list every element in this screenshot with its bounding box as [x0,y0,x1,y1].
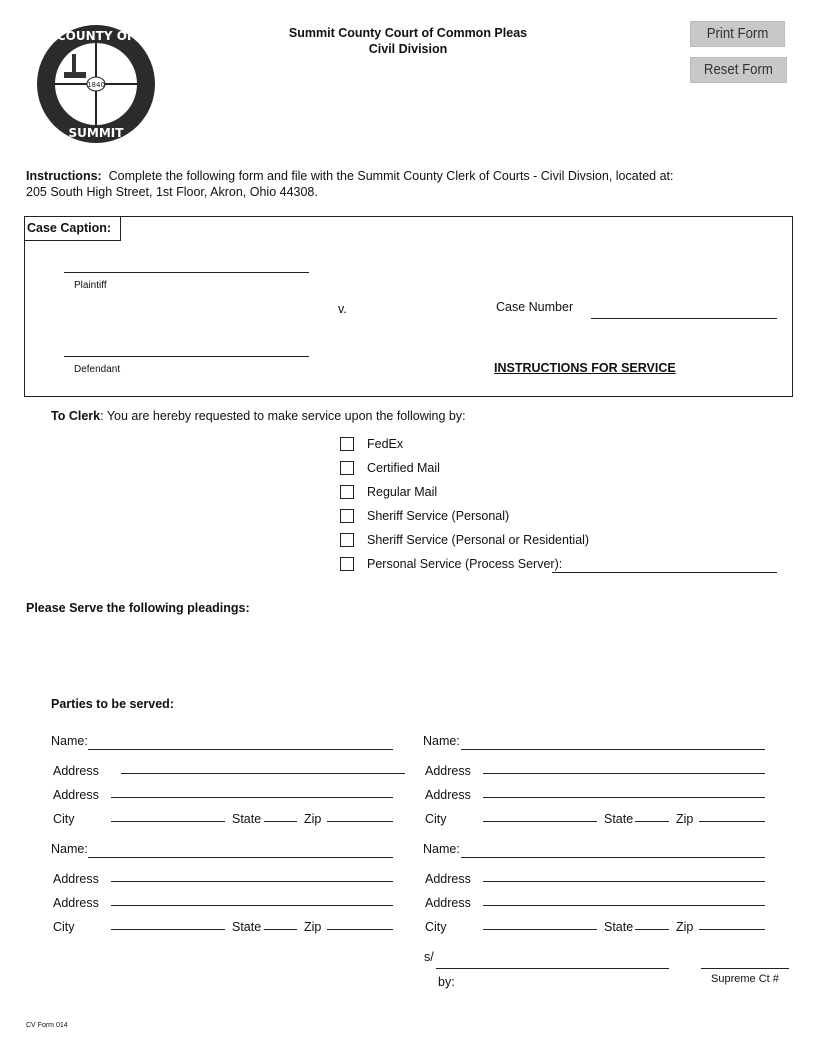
service-checkbox[interactable] [340,533,354,547]
case-caption-label: Case Caption: [24,216,121,241]
svg-text:SUMMIT: SUMMIT [68,126,124,140]
reset-form-button[interactable]: Reset Form [690,57,787,83]
party-address-field[interactable] [121,773,405,774]
party-state-label: State [604,920,634,934]
supreme-ct-label: Supreme Ct # [711,973,779,985]
party-address2-label: Address [425,896,471,910]
instructions-line1: Complete the following form and file with the Summit County Clerk of Courts - Civil Divsion, located at: [108,169,674,183]
party-zip-field[interactable] [327,929,393,930]
party-state-label: State [232,920,262,934]
case-number-label: Case Number [496,300,574,314]
party-name-label: Name: [423,734,460,748]
party-address-field[interactable] [483,881,765,882]
svg-text:1840: 1840 [87,81,105,89]
party-zip-label: Zip [676,920,694,934]
service-checkbox[interactable] [340,557,354,571]
party-zip-label: Zip [304,920,322,934]
county-seal-logo [36,24,156,149]
service-checkbox[interactable] [340,485,354,499]
party-state-label: State [232,812,262,826]
party-address-label: Address [425,872,471,886]
service-option-label: Personal Service (Process Server): [367,557,563,571]
party-name-field[interactable] [88,857,393,858]
party-zip-field[interactable] [327,821,393,822]
party-state-label: State [604,812,634,826]
party-address2-field[interactable] [483,905,765,906]
plaintiff-label: Plaintiff [74,280,107,291]
signature-s-label: s/ [424,950,434,964]
party-city-field[interactable] [111,821,225,822]
party-name-label: Name: [51,842,88,856]
instructions-label: Instructions: [26,169,102,183]
to-clerk-label: To Clerk [51,409,101,423]
party-address2-label: Address [53,896,99,910]
party-name-field[interactable] [461,857,765,858]
party-address-field[interactable] [483,773,765,774]
party-state-field[interactable] [264,929,297,930]
party-name-field[interactable] [461,749,765,750]
party-address-label: Address [53,764,99,778]
service-option-label: Regular Mail [367,485,438,499]
form-title: INSTRUCTIONS FOR SERVICE [494,361,676,375]
parties-label: Parties to be served: [51,697,174,711]
party-zip-field[interactable] [699,929,765,930]
party-state-field[interactable] [635,929,669,930]
court-title: Summit County Court of Common Pleas [288,26,528,40]
svg-text:COUNTY OF: COUNTY OF [56,29,136,43]
party-address2-field[interactable] [111,905,393,906]
party-city-field[interactable] [111,929,225,930]
pleadings-label: Please Serve the following pleadings: [26,601,250,615]
service-option-label: Certified Mail [367,461,440,475]
defendant-field[interactable] [64,356,309,357]
party-address2-label: Address [425,788,471,802]
service-option-label: Sheriff Service (Personal or Residential) [367,533,590,547]
defendant-label: Defendant [74,364,121,375]
party-name-label: Name: [423,842,460,856]
party-address-field[interactable] [111,881,393,882]
party-city-label: City [425,812,447,826]
party-address2-label: Address [53,788,99,802]
party-state-field[interactable] [264,821,297,822]
party-name-label: Name: [51,734,88,748]
versus-label: v. [338,302,347,316]
party-city-field[interactable] [483,929,597,930]
signature-field[interactable] [436,968,669,969]
to-clerk-text [51,409,466,423]
party-address2-field[interactable] [111,797,393,798]
plaintiff-field[interactable] [64,272,309,273]
party-city-field[interactable] [483,821,597,822]
service-option-label: FedEx [367,437,404,451]
party-address-label: Address [53,872,99,886]
party-address2-field[interactable] [483,797,765,798]
party-state-field[interactable] [635,821,669,822]
party-zip-field[interactable] [699,821,765,822]
service-checkbox[interactable] [340,509,354,523]
party-zip-label: Zip [676,812,694,826]
signature-by-label: by: [438,975,455,989]
service-option-label: Sheriff Service (Personal) [367,509,510,523]
case-number-field[interactable] [591,318,777,319]
party-zip-label: Zip [304,812,322,826]
print-form-button[interactable]: Print Form [690,21,785,47]
party-name-field[interactable] [88,749,393,750]
division-title: Civil Division [368,42,448,56]
process-server-field[interactable] [552,572,777,573]
case-caption-box [24,216,793,397]
party-city-label: City [425,920,447,934]
service-checkbox[interactable] [340,461,354,475]
to-clerk-body: : You are hereby requested to make service upon the following by: [100,409,466,423]
instructions-text [26,169,673,183]
party-city-label: City [53,812,75,826]
supreme-ct-field[interactable] [701,968,789,969]
form-number: CV Form 014 [26,1022,68,1029]
party-address-label: Address [425,764,471,778]
service-checkbox[interactable] [340,437,354,451]
party-city-label: City [53,920,75,934]
instructions-address: 205 South High Street, 1st Floor, Akron, Ohio 44308. [26,185,318,199]
